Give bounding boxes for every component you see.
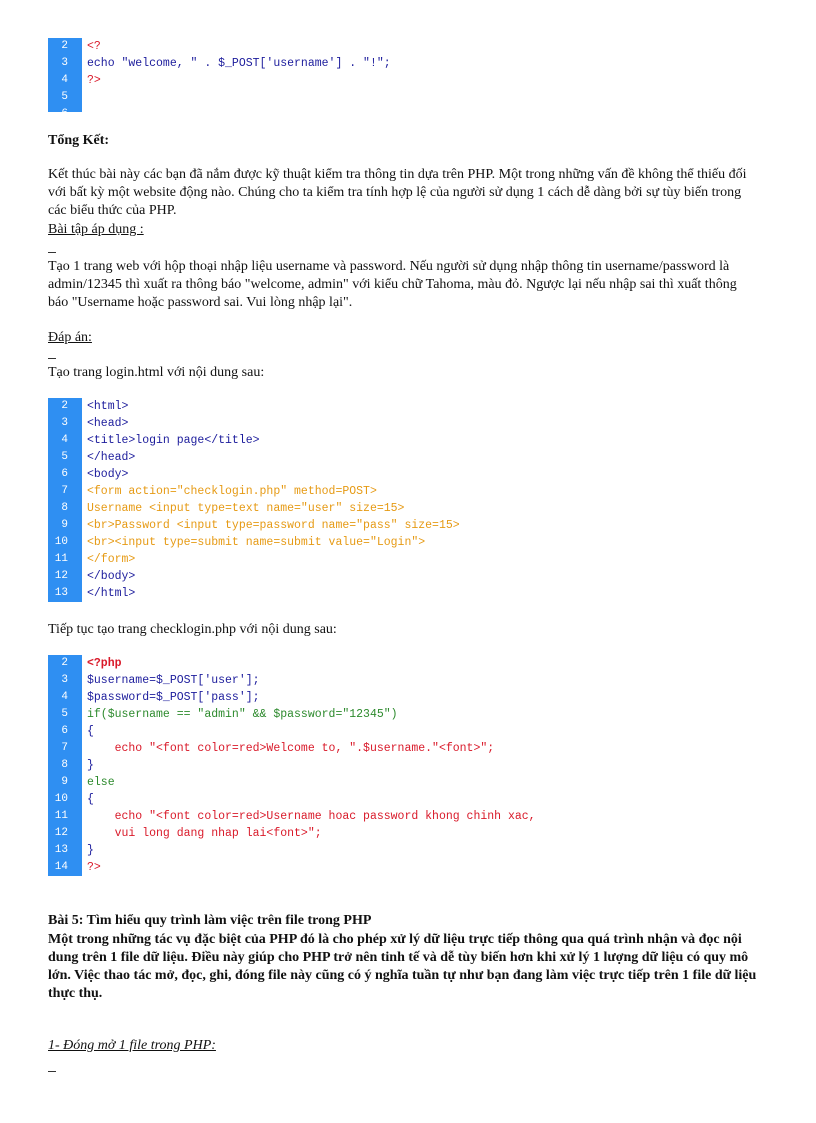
- code-line: if($username == "admin" && $password="12345"): [87, 708, 398, 721]
- code-block-welcome: [48, 38, 568, 120]
- lesson5-paragraph: Một trong những tác vụ đặc biệt của PHP đó là cho phép xử lý dữ liệu trực tiếp thông qua quá trình nhận và đọc nội dung trên 1 file dữ liệu. Điều này giúp cho PHP trở nên tinh tế và dễ tùy biến hơn khi xử lý 1 lượng dữ liệu có quy mô lớn. Việc thao tác mở, đọc, ghi, đóng file này cũng có ý nghĩa tuần tự như bạn đang làm việc trực tiếp trên 1 file dữ liệu thực thụ.: [48, 932, 757, 1001]
- code-row: [48, 672, 568, 689]
- code-row: [48, 106, 568, 120]
- code-row: [48, 483, 568, 500]
- code-line: {: [87, 725, 94, 738]
- code-line: <br>Password <input type=password name="pass" size=15>: [87, 519, 460, 532]
- answer-label: Đáp án:: [48, 330, 92, 345]
- code-line: <?: [87, 40, 101, 53]
- line-number: 5: [48, 89, 82, 106]
- dash-mark: [48, 358, 56, 359]
- code-block-checklogin-php: [48, 655, 568, 876]
- line-number: 8: [48, 500, 82, 517]
- code-row: [48, 774, 568, 791]
- line-number: 11: [48, 808, 82, 825]
- code-line: </form>: [87, 553, 136, 566]
- line-number: 2: [48, 398, 82, 415]
- code-row: [48, 432, 568, 449]
- summary-heading: Tổng Kết:: [48, 133, 110, 148]
- line-number: 12: [48, 568, 82, 585]
- code-row: [48, 89, 568, 106]
- line-number: 12: [48, 825, 82, 842]
- code-row: [48, 55, 568, 72]
- code-line: <form action="checklogin.php" method=POST>: [87, 485, 377, 498]
- line-number: 2: [48, 38, 82, 55]
- code-row: [48, 466, 568, 483]
- line-number: 4: [48, 689, 82, 706]
- code-row: [48, 689, 568, 706]
- code-line: <br><input type=submit name=submit value="Login">: [87, 536, 426, 549]
- line-number: 6: [48, 723, 82, 740]
- code-line: }: [87, 759, 94, 772]
- summary-paragraph: Kết thúc bài này các bạn đã nắm được kỹ thuật kiểm tra thông tin dựa trên PHP. Một trong những vấn đề không thể thiếu đối với bất kỳ một website động nào. Chúng cho ta kiểm tra tính hợp lệ của người sử dụng 1 cách dễ dàng bởi sự tùy biến trong các biểu thức của PHP.: [48, 167, 747, 218]
- code-row: [48, 757, 568, 774]
- line-number: 14: [48, 859, 82, 876]
- line-number: 13: [48, 842, 82, 859]
- line-number: 4: [48, 432, 82, 449]
- line-number: 10: [48, 791, 82, 808]
- line-number: 3: [48, 415, 82, 432]
- code-line: Username <input type=text name="user" size=15>: [87, 502, 405, 515]
- code-row: [48, 534, 568, 551]
- code-row: [48, 551, 568, 568]
- line-number: 3: [48, 55, 82, 72]
- code-line: {: [87, 793, 94, 806]
- code-line: $username=$_POST['user'];: [87, 674, 260, 687]
- code-row: [48, 706, 568, 723]
- line-number: 5: [48, 706, 82, 723]
- code-row: [48, 842, 568, 859]
- code-row: [48, 825, 568, 842]
- code-line: <html>: [87, 400, 129, 413]
- code-line: vui long dang nhap lai<font>";: [87, 827, 322, 840]
- line-number: 6: [48, 106, 82, 112]
- code-row: [48, 449, 568, 466]
- line-number: 7: [48, 740, 82, 757]
- code-row: [48, 723, 568, 740]
- code-line: else: [87, 776, 115, 789]
- lesson5-title: Bài 5: Tìm hiểu quy trình làm việc trên file trong PHP: [48, 913, 372, 928]
- code-line: [82, 106, 87, 112]
- line-number: 10: [48, 534, 82, 551]
- code-line: echo "welcome, " . $_POST['username'] . "!";: [87, 57, 391, 70]
- code-line: $password=$_POST['pass'];: [87, 691, 260, 704]
- code-row: [48, 740, 568, 757]
- line-number: 13: [48, 585, 82, 602]
- code-row: [48, 38, 568, 55]
- code-line: ?>: [87, 861, 101, 874]
- code-row: [48, 72, 568, 89]
- code-line: </html>: [87, 587, 136, 600]
- line-number: 5: [48, 449, 82, 466]
- code-block-login-html: [48, 398, 568, 602]
- code-row: [48, 655, 568, 672]
- line-number: 6: [48, 466, 82, 483]
- code-line: </head>: [87, 451, 136, 464]
- line-number: 11: [48, 551, 82, 568]
- code-line: </body>: [87, 570, 136, 583]
- line-number: 3: [48, 672, 82, 689]
- code-line: <head>: [87, 417, 129, 430]
- code-row: [48, 500, 568, 517]
- line-number: 7: [48, 483, 82, 500]
- line-number: 8: [48, 757, 82, 774]
- code-row: [48, 585, 568, 602]
- code-row: [48, 415, 568, 432]
- code-row: [48, 791, 568, 808]
- dash-mark: [48, 1071, 56, 1072]
- exercise-label: Bài tập áp dụng :: [48, 222, 144, 237]
- line-number: 2: [48, 655, 82, 672]
- code-row: [48, 517, 568, 534]
- code-row: [48, 808, 568, 825]
- code-line: echo "<font color=red>Welcome to, ".$username."<font>";: [87, 742, 495, 755]
- code-line: [82, 89, 87, 106]
- dash-mark: [48, 252, 56, 253]
- exercise-text: Tạo 1 trang web với hộp thoại nhập liệu username và password. Nếu người sử dụng nhập thông tin username/password là admin/12345 thì xuất ra thông báo "welcome, admin" với kiểu chữ Tahoma, màu đỏ. Ngược lại nếu nhập sai thì xuất thông báo "Username hoặc password sai. Vui lòng nhập lại".: [48, 259, 737, 310]
- line-number: 4: [48, 72, 82, 89]
- code-line: <body>: [87, 468, 129, 481]
- check-intro: Tiếp tục tạo trang checklogin.php với nội dung sau:: [48, 622, 337, 637]
- code-row: [48, 568, 568, 585]
- code-line: <?php: [87, 657, 122, 670]
- line-number: 9: [48, 517, 82, 534]
- line-number: 9: [48, 774, 82, 791]
- code-row: [48, 398, 568, 415]
- code-line: ?>: [87, 74, 101, 87]
- code-line: }: [87, 844, 94, 857]
- code-row: [48, 859, 568, 876]
- login-intro: Tạo trang login.html với nội dung sau:: [48, 365, 265, 380]
- code-line: <title>login page</title>: [87, 434, 260, 447]
- section-heading: 1- Đóng mở 1 file trong PHP:: [48, 1038, 216, 1053]
- code-line: echo "<font color=red>Username hoac password khong chinh xac,: [87, 810, 536, 823]
